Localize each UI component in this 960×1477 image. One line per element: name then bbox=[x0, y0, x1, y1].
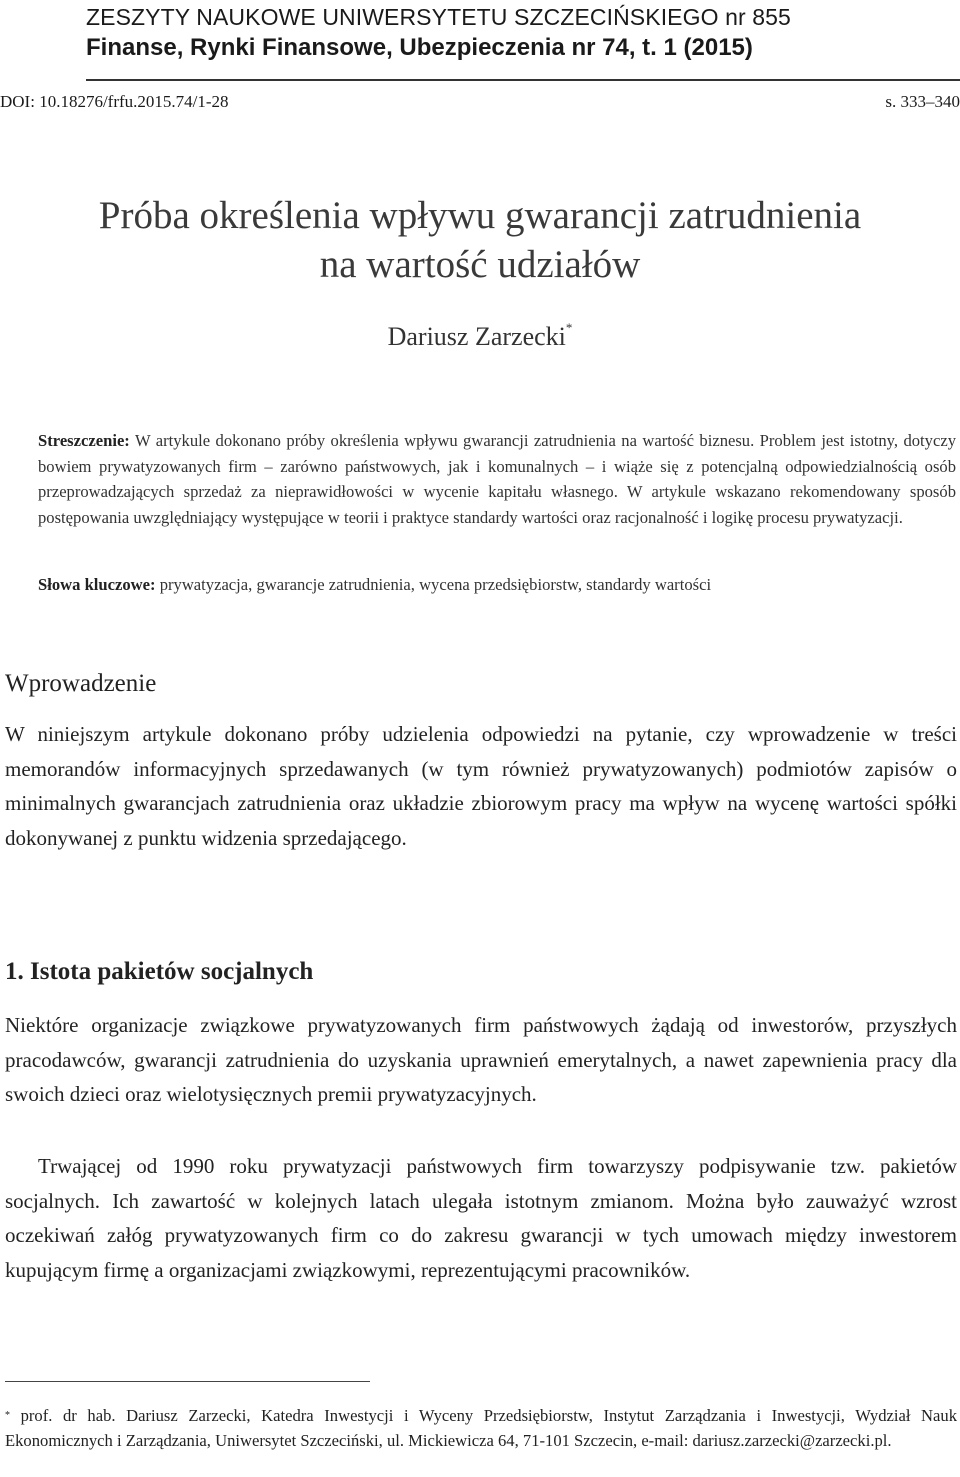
journal-series: Finanse, Rynki Finansowe, Ubezpieczenia nr 74, t. 1 (2015) bbox=[86, 34, 753, 61]
intro-heading: Wprowadzenie bbox=[5, 670, 157, 697]
author-name bbox=[0, 322, 960, 352]
intro-paragraph: W niniejszym artykule dokonano próby udzielenia odpowiedzi na pytanie, czy wprowadzenie w treści memorandów informacyjnych sprzedawanych (w tym również prywatyzowanych) podmiotów zapisów o minimalnych gwarancjach zatrudnienia oraz układzie zbiorowym pracy ma wpływ na wycenę wartości spółki dokonywanej z punktu widzenia sprzedającego. bbox=[5, 722, 957, 850]
section1-heading: 1. Istota pakietów socjalnych bbox=[5, 958, 314, 985]
footnote-text: prof. dr hab. Dariusz Zarzecki, Katedra Inwestycji i Wyceny Przedsiębiorstw, Instytut Zarządzania i Inwestycji, Wydział Nauk Ekonomicznych i Zarządzania, Uniwersytet Szczeciński, ul. Mickiewicza 64, 71-101 Szczecin, e-mail: dariusz.zarzecki@zarzecki.pl. bbox=[5, 1406, 957, 1450]
abstract bbox=[38, 428, 956, 530]
abstract-text: W artykule dokonano próby określenia wpływu gwarancji zatrudnienia na wartość biznesu. Problem jest istotny, dotyczy bowiem prywatyzowanych firm – zarówno państwowych, jak i komunalnych – i wiąże się z potencjalną odpowiedzialnością osób przeprowadzających sprzedaż za nieprawidłowości w wycenie kapitału własnego. W artykule wskazano rekomendowany sposób postępowania uwzględniający występujące w teorii i praktyce standardy wartości oraz racjonalność i logikę procesu prywatyzacji. bbox=[38, 431, 956, 527]
keywords bbox=[38, 575, 956, 595]
section1-paragraph2: Trwającej od 1990 roku prywatyzacji państwowych firm towarzyszy podpisywanie tzw. pakietów socjalnych. Ich zawartość w kolejnych latach ulegała istotnym zmianom. Można było zauważyć wzrost oczekiwań załóg prywatyzowanych firm co do zakresu gwarancji w tych umowach między inwestorem kupującym firmę a organizacjami związkowymi, reprezentującymi pracowników. bbox=[5, 1154, 957, 1282]
page-range: s. 333–340 bbox=[885, 92, 960, 111]
article-title-line1: Próba określenia wpływu gwarancji zatrudnienia bbox=[98, 194, 862, 237]
article-title-line2: na wartość udziałów bbox=[319, 243, 641, 286]
abstract-label: Streszczenie: bbox=[38, 431, 130, 450]
footnote bbox=[5, 1404, 957, 1453]
journal-name: ZESZYTY NAUKOWE UNIWERSYTETU SZCZECIŃSKIEGO nr 855 bbox=[86, 4, 791, 30]
section1-paragraph1: Niektóre organizacje związkowe prywatyzowanych firm państwowych żądają od inwestorów, przyszłych pracodawców, gwarancji zatrudnienia do uzyskania uprawnień emerytalnych, a nawet zapewnienia pracy dla swoich dzieci oraz wielotysięcznych premii prywatyzacyjnych. bbox=[5, 1013, 957, 1106]
header-divider bbox=[86, 79, 960, 81]
footnote-divider bbox=[5, 1381, 370, 1382]
doi-text: DOI: 10.18276/frfu.2015.74/1-28 bbox=[0, 92, 229, 111]
keywords-text: prywatyzacja, gwarancje zatrudnienia, wycena przedsiębiorstw, standardy wartości bbox=[159, 575, 712, 594]
footnote-mark: * bbox=[5, 1410, 10, 1421]
keywords-label: Słowa kluczowe: bbox=[38, 575, 156, 594]
author-footnote-mark: * bbox=[565, 320, 573, 335]
author-name-text: Dariusz Zarzecki bbox=[387, 322, 566, 351]
